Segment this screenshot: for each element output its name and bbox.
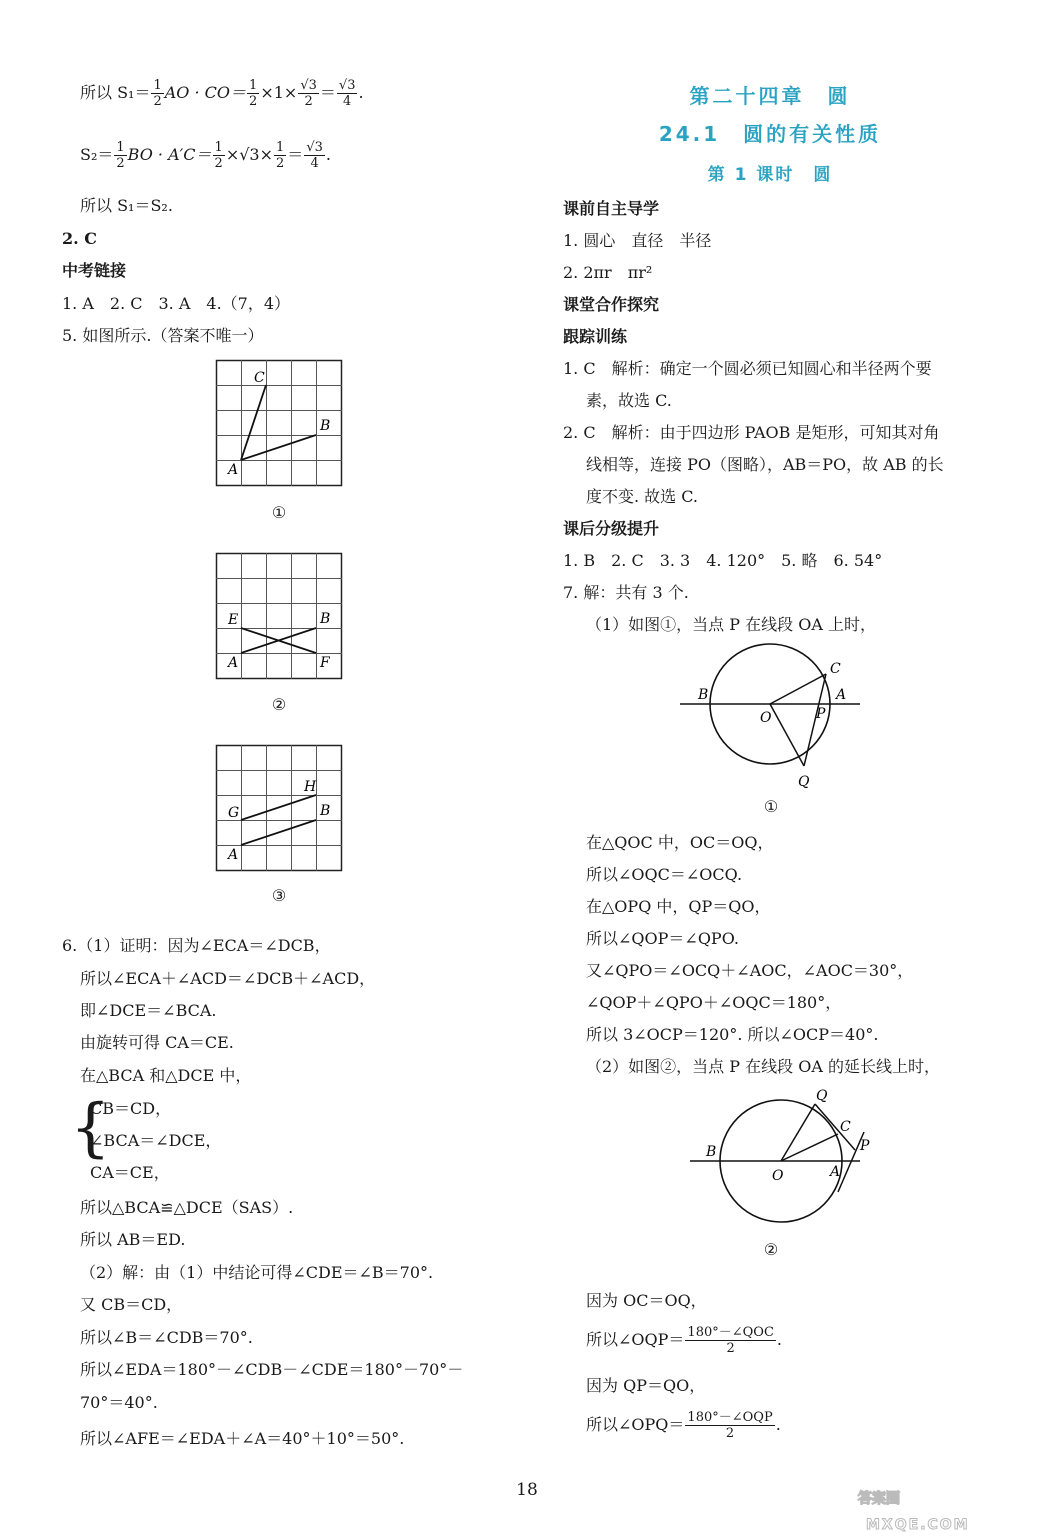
after-answers: 1. B 2. C 3. 3 4. 120° 5. 略 6. 54° (563, 551, 883, 570)
proof-6: ∠QOP＋∠QPO＋∠OQC＝180°， (586, 993, 842, 1012)
label-c: C (840, 1119, 851, 1135)
after-q7: 7. 解：共有 3 个. (563, 583, 689, 602)
s1-line: 所以 S₁＝ $\frac{1}{2}$ AO · CO＝ $\frac{1}{2}$ ×1× $\frac{√3}{2}$ ＝ $\frac{√3}{4}$ . (80, 78, 364, 109)
label-a: A (228, 655, 239, 671)
s2-line: S₂＝ $\frac{1}{2}$ BO · A′C＝ $\frac{1}{2}$ ×√3× $\frac{1}{2}$ ＝ $\frac{√3}{4}$ . (80, 140, 331, 171)
heading-after: 课后分级提升 (563, 519, 660, 538)
q6-line-7: ∠BCA＝∠DCE， (90, 1131, 222, 1150)
circle-caption-2: ② (763, 1240, 779, 1259)
q6-line-1: 6.（1）证明：因为∠ECA＝∠DCB， (62, 936, 331, 955)
proof-5: 又∠QPO＝∠OCQ＋∠AOC，∠AOC＝30°， (586, 961, 914, 980)
heading-tracking: 跟踪训练 (563, 327, 628, 346)
q6-line-15: 70°＝40°. (80, 1393, 158, 1412)
circle-figure-1 (680, 640, 865, 790)
label-o: O (760, 710, 772, 726)
q6-line-11: （2）解：由（1）中结论可得∠CDE＝∠B＝70°. (80, 1263, 434, 1282)
zhongkao-q5: 5. 如图所示.（答案不唯一） (62, 326, 264, 345)
tracking-2b: 线相等，连接 PO（图略），AB＝PO，故 AB 的长 (586, 455, 944, 474)
q6-line-2: 所以∠ECA＋∠ACD＝∠DCB＋∠ACD， (80, 969, 376, 988)
q6-line-14: 所以∠EDA＝180°－∠CDB－∠CDE＝180°－70°－ (80, 1360, 464, 1379)
segment-ab (241, 435, 316, 460)
label-a: A (836, 687, 847, 703)
q6-line-10: 所以 AB＝ED. (80, 1230, 186, 1249)
answer-2: 2. C (62, 229, 98, 248)
figure-caption-2: ② (271, 695, 287, 714)
heading-preview: 课前自主导学 (563, 199, 660, 218)
q6-line-13: 所以∠B＝∠CDB＝70°. (80, 1328, 253, 1347)
grid-figure-1 (216, 360, 342, 486)
chapter-title: 第二十四章 圆 (689, 84, 851, 108)
label-e: E (228, 612, 239, 628)
segment-ac (241, 385, 266, 460)
preview-2: 2. 2πr πr² (563, 263, 653, 282)
q6-line-3: 即∠DCE＝∠BCA. (80, 1001, 217, 1020)
circle-caption-1: ① (763, 797, 779, 816)
segment-ab (241, 820, 316, 845)
segment-gh (241, 795, 316, 820)
label-q: Q (816, 1088, 828, 1104)
heading-class: 课堂合作探究 (563, 295, 660, 314)
grid-figure-3 (216, 745, 342, 871)
svg-text:MXQE.COM: MXQE.COM (866, 1517, 970, 1533)
final-1: 因为 OC＝OQ， (586, 1291, 707, 1310)
label-o: O (772, 1168, 784, 1184)
label-b: B (320, 418, 331, 434)
final-3: 因为 QP＝QO， (586, 1376, 706, 1395)
proof-2: 所以∠OQC＝∠OCQ. (586, 865, 743, 884)
label-b: B (320, 803, 331, 819)
label-p: P (816, 706, 826, 722)
label-a: A (228, 847, 239, 863)
zhongkao-answers: 1. A 2. C 3. A 4.（7，4） (62, 294, 291, 313)
q6-line-9: 所以△BCA≌△DCE（SAS）. (80, 1198, 294, 1217)
q6-line-4: 由旋转可得 CA＝CE. (80, 1033, 234, 1052)
lesson-title: 第 1 课时 圆 (707, 165, 833, 185)
figure-caption-3: ③ (271, 886, 287, 905)
label-a: A (228, 462, 239, 478)
s-equal: 所以 S₁＝S₂. (80, 196, 173, 215)
tracking-1b: 素，故选 C. (586, 391, 672, 410)
proof-1: 在△QOC 中，OC＝OQ， (586, 833, 774, 852)
page-number: 18 (516, 1480, 538, 1500)
after-q7-part2: （2）如图②，当点 P 在线段 OA 的延长线上时， (586, 1057, 940, 1076)
label-b: B (698, 687, 709, 703)
final-2: 所以∠OQP＝ $\frac{\text{180°－∠QOC}}{2}$ . (586, 1325, 782, 1356)
proof-4: 所以∠QOP＝∠QPO. (586, 929, 739, 948)
tracking-2c: 度不变. 故选 C. (586, 487, 699, 506)
q6-line-5: 在△BCA 和△DCE 中， (80, 1066, 252, 1085)
svg-text:答案圈: 答案圈 (858, 1491, 900, 1507)
q6-line-8: CA＝CE， (90, 1163, 170, 1182)
label-a: A (830, 1164, 841, 1180)
watermark-logo (852, 1455, 1047, 1533)
label-b: B (320, 611, 331, 627)
circle-figure-2 (690, 1088, 875, 1228)
section-title: 24.1 圆的有关性质 (658, 122, 882, 146)
label-b: B (706, 1144, 717, 1160)
label-p: P (860, 1138, 870, 1154)
section-zhongkao: 中考链接 (62, 261, 127, 280)
label-f: F (320, 655, 330, 671)
final-4: 所以∠OPQ＝ $\frac{\text{180°－∠OQP}}{2}$ . (586, 1410, 781, 1441)
q6-line-16: 所以∠AFE＝∠EDA＋∠A＝40°＋10°＝50°. (80, 1429, 405, 1448)
after-q7-part1: （1）如图①，当点 P 在线段 OA 上时， (586, 615, 876, 634)
figure-caption-1: ① (271, 503, 287, 522)
proof-3: 在△OPQ 中，QP＝QO， (586, 897, 771, 916)
label-g: G (228, 805, 240, 821)
q6-line-12: 又 CB＝CD， (80, 1295, 183, 1314)
proof-7: 所以 3∠OCP＝120°. 所以∠OCP＝40°. (586, 1025, 879, 1044)
label-c: C (254, 370, 265, 386)
label-h: H (304, 779, 317, 795)
grid-figure-2 (216, 553, 342, 679)
preview-1: 1. 圆心 直径 半径 (563, 231, 712, 250)
label-q: Q (798, 774, 810, 790)
tracking-2a: 2. C 解析：由于四边形 PAOB 是矩形，可知其对角 (563, 423, 940, 442)
tracking-1a: 1. C 解析：确定一个圆必须已知圆心和半径两个要 (563, 359, 932, 378)
q6-line-6: CB＝CD， (90, 1099, 172, 1118)
system-brace: { (70, 1091, 111, 1165)
label-c: C (830, 661, 841, 677)
